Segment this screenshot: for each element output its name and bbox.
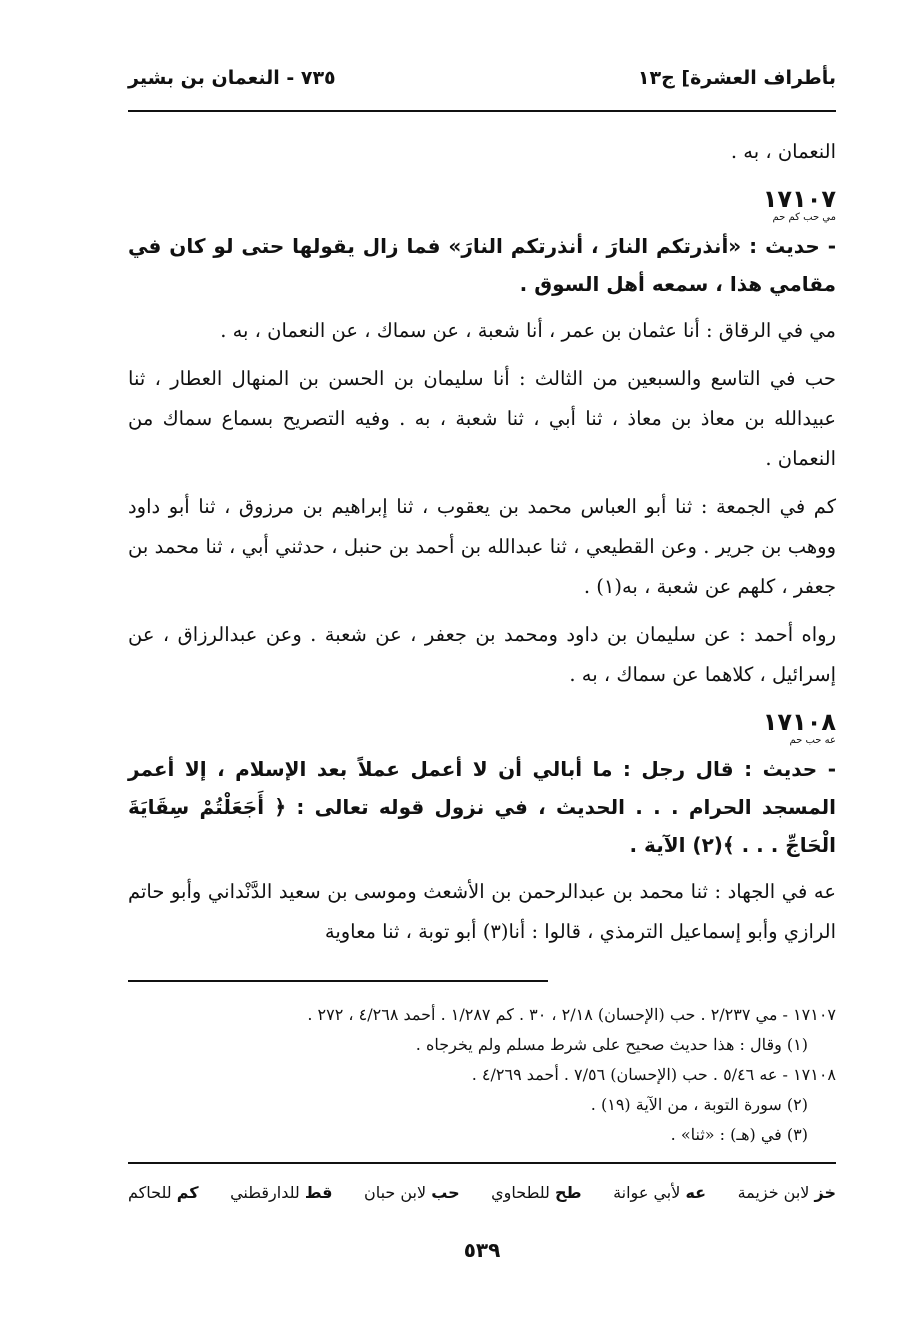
- abbreviation-item: طح للطحاوي: [491, 1183, 582, 1202]
- hadith-entry-17108: [128, 703, 836, 864]
- running-header: [128, 56, 836, 100]
- source-codes: مي حب كم حم: [772, 212, 836, 223]
- abbreviation-item: حب لابن حبان: [363, 1183, 460, 1202]
- header-divider: [128, 110, 836, 112]
- paragraph-ah: عه في الجهاد : ثنا محمد بن عبدالرحمن بن الأشعث وموسى بن سعيد الدَّنْداني وأبو حاتم الرازي وأبو إسماعيل الترمذي ، قالوا : أنا(٣) أبو توبة ، ثنا معاوية: [128, 880, 836, 943]
- book-page: [128, 56, 836, 1262]
- hadith-text: - حديث : قال رجل : ما أبالي أن لا أعمل عملاً بعد الإسلام ، إلا أعمر المسجد الحرام . . . الحديث ، في نزول قوله تعالى : ﴿ أَجَعَلْتُمْ سِقَايَةَ الْحَاجِّ . . . ﴾(٢) الآية .: [128, 757, 836, 857]
- abbreviation-item: خز لابن خزيمة: [737, 1183, 836, 1202]
- footnote: ١٧١٠٧ - مي ٢/٢٣٧ . حب (الإحسان) ٢/١٨ ، ٣٠ . كم ١/٢٨٧ . أحمد ٤/٢٦٨ ، ٢٧٢ .: [307, 1005, 836, 1024]
- paragraph-continuation: النعمان ، به .: [730, 140, 836, 163]
- abbreviation-key: [128, 1178, 836, 1208]
- header-book-title: بأطراف العشرة] ج١٣: [637, 67, 836, 89]
- abbreviation-item: كم للحاكم: [128, 1183, 199, 1202]
- hadith-number: ١٧١٠٨: [762, 708, 836, 736]
- page-number: ٥٣٩: [463, 1238, 501, 1262]
- hadith-entry-17107: [128, 180, 836, 303]
- abbreviation-item: قط للدارقطني: [230, 1183, 333, 1202]
- abbreviation-item: عه لأبي عوانة: [613, 1183, 707, 1202]
- paragraph-ahmad: رواه أحمد : عن سليمان بن داود ومحمد بن جعفر ، عن شعبة . وعن عبدالرزاق ، عن إسرائيل ، كلاهما عن سماك ، به .: [128, 623, 836, 686]
- paragraph-mi: مي في الرقاق : أنا عثمان بن عمر ، أنا شعبة ، عن سماك ، عن النعمان ، به .: [220, 319, 836, 342]
- hadith-text: - حديث : «أنذرتكم النارَ ، أنذرتكم النارَ» فما زال يقولها حتى لو كان في مقامي هذا ، سمعه أهل السوق .: [128, 234, 836, 296]
- footnote: ١٧١٠٨ - عه ٥/٤٦ . حب (الإحسان) ٧/٥٦ . أحمد ٤/٢٦٩ .: [471, 1065, 836, 1084]
- hadith-number: ١٧١٠٧: [762, 185, 836, 213]
- footnote: (٣) في (هـ) : «ثنا» .: [670, 1125, 808, 1144]
- footnote: (١) وقال : هذا حديث صحيح على شرط مسلم ولم يخرجاه .: [415, 1035, 808, 1054]
- footnote: (٢) سورة التوبة ، من الآية (١٩) .: [590, 1095, 808, 1114]
- abbreviation-divider: [128, 1162, 836, 1164]
- source-codes: عه حب حم: [789, 735, 836, 746]
- footnote-divider: [128, 980, 548, 982]
- footnotes: [128, 1000, 836, 1150]
- paragraph-km: كم في الجمعة : ثنا أبو العباس محمد بن يعقوب ، ثنا إبراهيم بن مرزوق ، ثنا أبو داود ووهب بن جرير . وعن القطيعي ، ثنا عبدالله بن أحمد بن حنبل ، حدثني أبي ، ثنا محمد بن جعفر ، كلهم عن شعبة ، به(١) .: [128, 495, 836, 598]
- paragraph-hb: حب في التاسع والسبعين من الثالث : أنا سليمان بن الحسن بن المنهال العطار ، ثنا عبيدالله بن معاذ بن معاذ ، ثنا أبي ، ثنا شعبة ، به . وفيه التصريح بسماع سماك من النعمان .: [128, 367, 836, 470]
- header-section-title: ٧٣٥ - النعمان بن بشير: [128, 67, 336, 89]
